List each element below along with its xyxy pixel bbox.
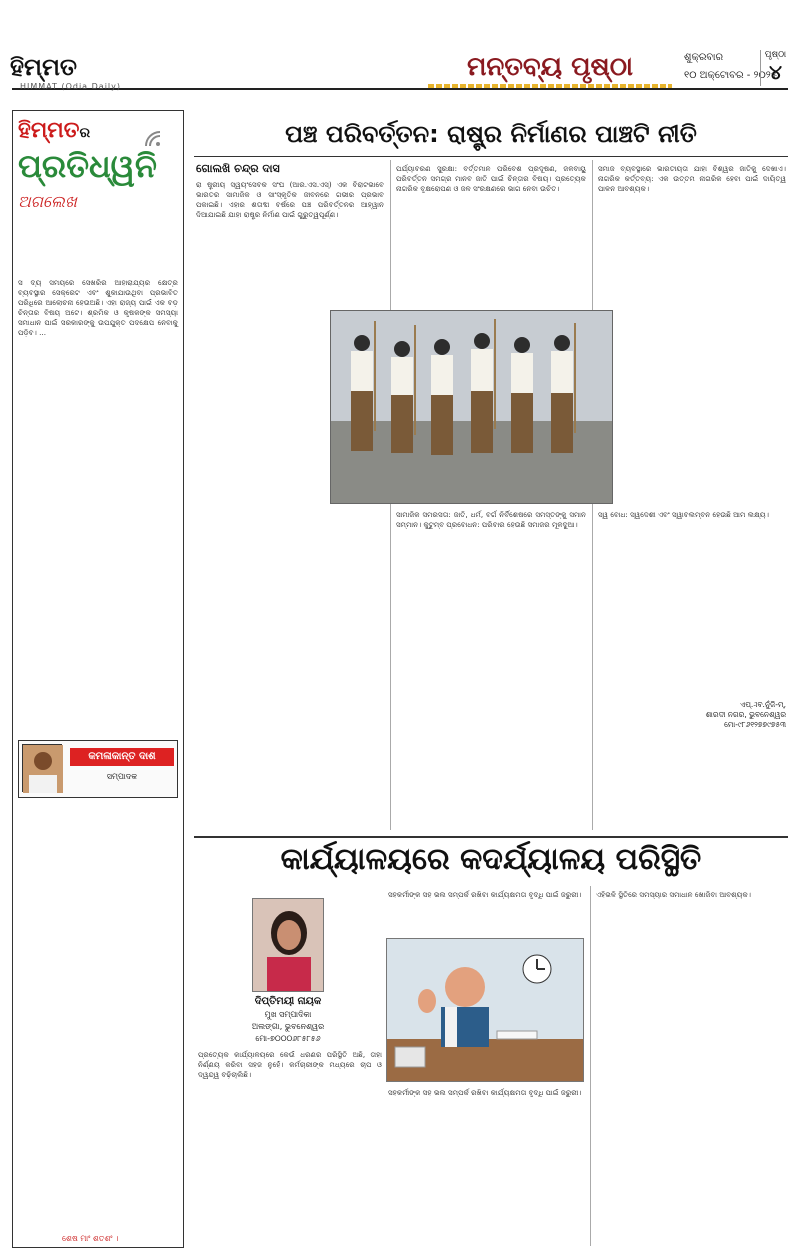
contributor-phone: ମୋ-୯୮୬୧୨୭୭୯୭୫୩	[724, 720, 786, 729]
article1-headline: ପଞ୍ଚ ପରିବର୍ତ୍ତନ: ରାଷ୍ଟ୍ର ନିର୍ମାଣର ପାଞ୍ଚଟି ନୀତି	[285, 120, 697, 148]
editor-name: କମଳାକାନ୍ତ ଦାଶ	[70, 748, 174, 766]
article1-column-1: ରା ଷ୍ଟ୍ରୀୟ ସ୍ୱୟଂସେବକ ସଂଘ (ଆର.ଏସ.ଏସ୍) ଏକ ବିରାଟଭାବେ ଭାରତର ସାମାଜିକ ଓ ସାଂସ୍କୃତିକ ଜୀବନରେ ଗଭୀର ପ୍ରଭାବ ପକାଇଛି। ଏହାର ଶତାବ୍ଦୀ ବର୍ଷରେ ପଞ୍ଚ ପରିବର୍ତ୍ତନର ଆହ୍ୱାନ ଦିଆଯାଇଛି ଯାହା ରାଷ୍ଟ୍ର ନିର୍ମାଣ ପାଇଁ ଗୁରୁତ୍ୱପୂର୍ଣ୍ଣ।	[196, 180, 384, 219]
article2-author-photo	[252, 898, 324, 992]
brand-tag: ଅଗଲେଖ	[18, 192, 77, 211]
section-title: ମନ୍ତବ୍ୟ ପୃଷ୍ଠା	[428, 52, 672, 86]
article1-photo	[330, 310, 613, 504]
continued-note: ଶେଷ ମାଂ ଶତଶଂ ।	[62, 1234, 119, 1243]
article2-author-phone: ମୋ-୭୦୦୦୬୮୫୮୫୬	[255, 1034, 321, 1043]
brand-main: ପ୍ରତିଧ୍ୱନି	[18, 147, 157, 185]
contributor-credit	[604, 700, 786, 730]
editorial-body: ସ ଦ୍ୟ ସମୟରେ ସେଖରିର ଆହାରାଯ୍ୟର କ୍ଷେତ୍ର ବ୍ୟବସ୍ଥାର ସେକ୍ରେଟ ଏବଂ ଶୁକାଯାଉଥିବା ପ୍ରଭାବିତ ପରିଧିରେ ଆଲୋଚନା ହେଉଅଛି। ଏହା ରାଜ୍ୟ ପାଇଁ ଏକ ବଡ଼ ଚିନ୍ତାର ବିଷୟ ଅଟେ। ଶ୍ରମିକ ଓ କୃଷକଙ୍କ ସମସ୍ୟା ସମାଧାନ ପାଇଁ ସରକାରଙ୍କୁ ଉପଯୁକ୍ତ ପଦକ୍ଷେପ ନେବାକୁ ପଡ଼ିବ। ...	[18, 278, 178, 337]
author-portrait-icon	[253, 899, 324, 992]
article1-column-3-lower: ସ୍ୱ ବୋଧ: ସ୍ୱଦେଶୀ ଏବଂ ସ୍ୱାବଲମ୍ବନ ହେଉଛି ଆମ ଲକ୍ଷ୍ୟ।	[598, 510, 769, 519]
article2-headline: କାର୍ଯ୍ୟାଳୟରେ କଦର୍ଯ୍ୟାଳୟ ପରିସ୍ଥିତି	[280, 842, 702, 877]
page-number: ୪	[769, 60, 782, 84]
article1-byline: ଗୋଲଖି ଚନ୍ଦ୍ର ଦାସ	[196, 162, 280, 175]
editorial-brand	[18, 118, 178, 230]
article1-column-3: ସମାଜ ବ୍ୟବସ୍ଥାରେ ଭାରତୀୟତା ଯାହା ବିଶ୍ୱର ଜାତିକୁ ଦେଖାଏ। ନାଗରିକ କର୍ତ୍ତବ୍ୟ: ଏକ ଉତ୍ତମ ନାଗରିକ ହେବା ପାଇଁ ଦାୟିତ୍ୱ ପାଳନ ଆବଶ୍ୟକ।	[598, 164, 786, 193]
angry-office-illustration	[387, 939, 584, 1082]
broadcast-icon	[142, 126, 172, 150]
logo-subtitle: HIMMAT (Odia Daily)	[20, 82, 121, 91]
brand-suffix: ର	[79, 125, 91, 141]
article2-column-2: ସହକର୍ମୀଙ୍କ ସହ ଭଲ ସମ୍ପର୍କ ରଖିବା କାର୍ଯ୍ୟକ୍ଷମତା ବୃଦ୍ଧି ପାଇଁ ଜରୁରୀ।	[388, 890, 582, 899]
brand-top-text: ହିମ୍ମତ	[18, 118, 80, 143]
article2-column-2-lower: ସହକର୍ମୀଙ୍କ ସହ ଭଲ ସମ୍ପର୍କ ରଖିବା କାର୍ଯ୍ୟକ୍ଷମତା ବୃଦ୍ଧି ପାଇଁ ଜରୁରୀ।	[388, 1088, 582, 1097]
editor-photo	[22, 744, 62, 792]
article-separator	[194, 836, 788, 838]
page-label: ପୃଷ୍ଠା	[764, 50, 787, 60]
article2-author-name: ଦିପ୍ତିମୟୀ ନାୟକ	[254, 996, 322, 1007]
article2-column-3: ଏହିଭଳି ସ୍ଥିତିରେ ସମସ୍ୟାର ସମାଧାନ ଖୋଜିବା ଆବଶ୍ୟକ।	[596, 890, 751, 899]
issue-day: ଶୁକ୍ରବାର	[684, 52, 724, 63]
editor-role: ସମ୍ପାଦକ	[106, 772, 138, 781]
headline-rule	[194, 156, 788, 157]
article2-column-1: ପ୍ରତ୍ୟେକ କାର୍ଯ୍ୟାଳୟରେ କେଉଁ ଧରଣର ପରିସ୍ଥିତି ଅଛି, ତାହା ନିର୍ଣ୍ଣୟ କରିବା ସହଜ ନୁହେଁ। କର୍ମଚାରୀଙ୍କ ମଧ୍ୟରେ ଚାପ ଓ ଦ୍ୱନ୍ଦ୍ୱ ବଢ଼ିଚାଲିଛି।	[198, 1050, 382, 1079]
issue-date: ୧୦ ଅକ୍ଟୋବର - ୨୦୨୫	[684, 70, 777, 81]
rss-march-photo	[331, 311, 613, 504]
article2-illustration	[386, 938, 584, 1082]
page-number-box	[760, 50, 790, 86]
article2-author-place: ଅଲଙ୍ଗା, ଭୁବନେଶ୍ୱର	[251, 1022, 325, 1031]
column-divider	[590, 886, 591, 1246]
article1-column-2: ପର୍ଯ୍ୟାବରଣ ସୁରକ୍ଷା: ବର୍ତ୍ତମାନ ପରିବେଶ ପ୍ରଦୂଷଣ, ଜଳବାୟୁ ପରିବର୍ତ୍ତନ ସମଗ୍ର ମାନବ ଜାତି ପାଇଁ ଚିନ୍ତାର ବିଷୟ। ପ୍ରତ୍ୟେକ ନାଗରିକ ବୃକ୍ଷରୋପଣ ଓ ଜଳ ସଂରକ୍ଷଣରେ ଭାଗ ନେବା ଉଚିତ।	[396, 164, 586, 193]
article2-author-role: ମୁଖ ସମ୍ପାଦିକା	[264, 1010, 312, 1019]
editor-portrait-icon	[23, 745, 63, 793]
newspaper-logo: ହିମ୍ମତ	[10, 52, 78, 81]
contributor-place: ଶାରଦୀ ନଗର, ଭୁବନେଶ୍ୱର	[705, 710, 786, 719]
contributor-name: ଏପ୍‌.-ୀବ.ନୁଁଜି-ମ୍,	[740, 700, 786, 709]
article1-column-2-lower: ସାମାଜିକ ସମରସତା: ଜାତି, ଧର୍ମ, ବର୍ଗ ନିର୍ବିଶେଷରେ ସମସ୍ତଙ୍କୁ ସମାନ ସମ୍ମାନ। କୁଟୁମ୍ବ ପ୍ରବୋଧନ: ପରିବାର ହେଉଛି ସମାଜର ମୂଳଦୁଆ।	[396, 510, 586, 529]
